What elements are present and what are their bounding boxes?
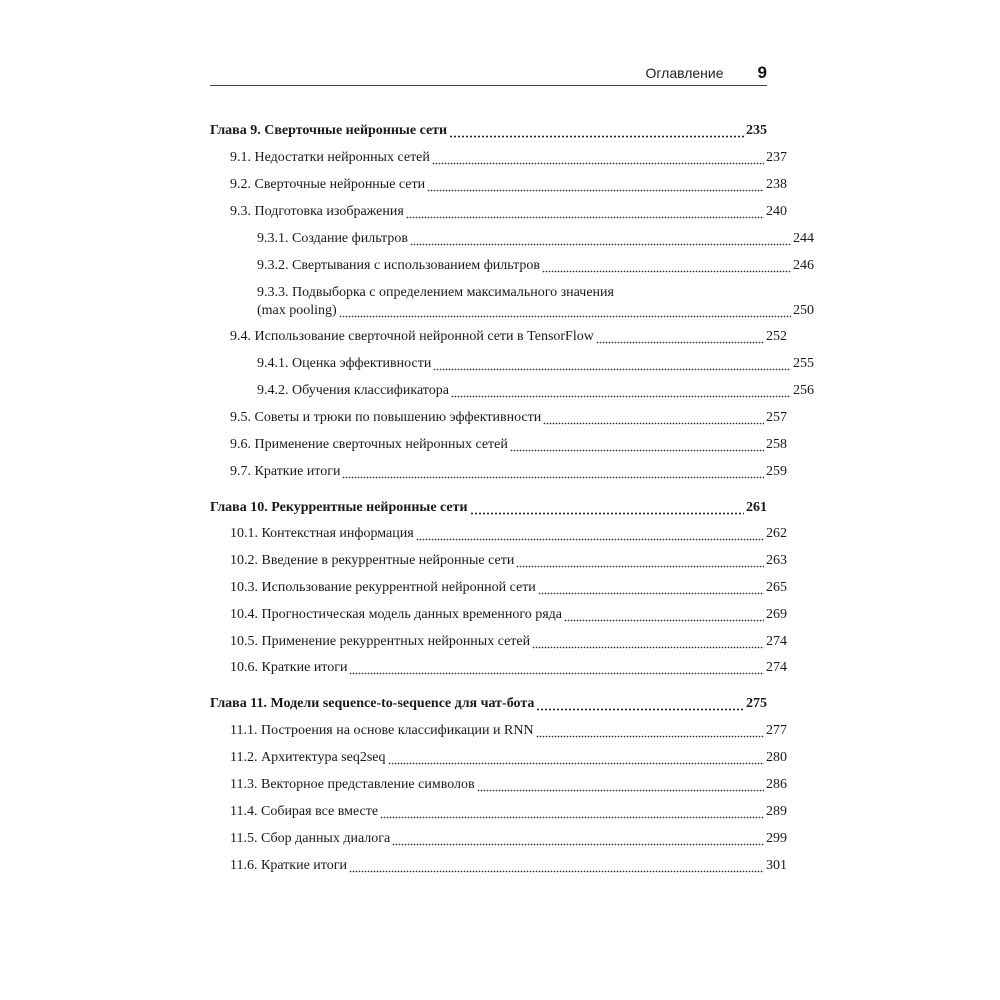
toc-entry-title: 10.3. Использование рекуррентной нейронной сети <box>230 580 536 595</box>
dot-leader <box>392 829 764 849</box>
toc-entry-title: 9.6. Применение сверточных нейронных сетей <box>230 437 508 452</box>
toc-entry-title: 9.3. Подготовка изображения <box>230 204 404 219</box>
dot-leader <box>538 578 764 598</box>
dot-leader <box>510 435 764 455</box>
toc-entry-page: 274 <box>766 634 787 649</box>
toc-entry-title: 10.2. Введение в рекуррентные нейронные сети <box>230 553 515 568</box>
toc-entry-9-6[interactable] <box>210 435 787 455</box>
toc-entry-9-1[interactable] <box>210 148 787 168</box>
toc-entry-page: 238 <box>766 177 787 192</box>
toc-entry-10-3[interactable] <box>210 578 787 598</box>
toc-entry-title: 9.5. Советы и трюки по повышению эффективности <box>230 410 542 425</box>
toc-entry-title: 11.2. Архитектура seq2seq <box>230 750 386 765</box>
toc-entry-page: 237 <box>766 150 787 165</box>
toc-entry-title: 9.4. Использование сверточной нейронной сети в TensorFlow <box>230 329 594 344</box>
toc-entry-10-4[interactable] <box>210 605 787 625</box>
dot-leader <box>536 694 744 714</box>
toc-entry-9-3-1[interactable] <box>210 229 814 249</box>
toc-entry-page: 259 <box>766 464 787 479</box>
toc-entry-page: 246 <box>793 258 814 273</box>
running-head <box>210 62 767 84</box>
dot-leader <box>532 632 764 652</box>
toc-entry-10-1[interactable] <box>210 524 787 544</box>
toc-entry-10-5[interactable] <box>210 632 787 652</box>
toc-entry-page: 289 <box>766 804 787 819</box>
toc-entry-page: 257 <box>766 410 787 425</box>
toc-entry-title: 11.3. Векторное представление символов <box>230 777 475 792</box>
toc-entry-9-4-1[interactable] <box>210 354 814 374</box>
dot-leader <box>564 605 764 625</box>
toc-entry-title: 9.7. Краткие итоги <box>230 464 341 479</box>
dot-leader <box>416 524 764 544</box>
toc-entry-9-4[interactable] <box>210 327 787 347</box>
dot-leader <box>410 229 791 249</box>
toc-entry-title: 9.4.1. Оценка эффективности <box>257 356 432 371</box>
dot-leader <box>470 498 744 518</box>
dot-leader <box>380 802 764 822</box>
toc-entry-page: 275 <box>746 696 767 711</box>
toc-entry-page: 244 <box>793 231 814 246</box>
toc-entry-title: 10.6. Краткие итоги <box>230 660 348 675</box>
toc-entry-9-3-3[interactable] <box>210 301 814 321</box>
dot-leader <box>536 721 764 741</box>
toc-chapter-11[interactable] <box>210 694 767 714</box>
toc-entry-11-3[interactable] <box>210 775 787 795</box>
toc-entry-page: 265 <box>766 580 787 595</box>
toc-entry-10-2[interactable] <box>210 551 787 571</box>
toc-entry-title: 10.5. Применение рекуррентных нейронных сетей <box>230 634 531 649</box>
toc-entry-title: 11.5. Сбор данных диалога <box>230 831 391 846</box>
toc-entry-10-6[interactable] <box>210 658 787 678</box>
toc-entry-page: 301 <box>766 858 787 873</box>
dot-leader <box>451 381 791 401</box>
dot-leader <box>432 148 764 168</box>
toc-entry-title: 10.1. Контекстная информация <box>230 526 414 541</box>
dot-leader <box>388 748 764 768</box>
toc-entry-9-3-3-line1[interactable]: 9.3.3. Подвыборка с определением максимального значения <box>257 285 614 300</box>
toc-entry-title: 11.6. Краткие итоги <box>230 858 347 873</box>
toc-entry-page: 252 <box>766 329 787 344</box>
toc-entry-11-2[interactable] <box>210 748 787 768</box>
dot-leader <box>477 775 764 795</box>
dot-leader <box>596 327 764 347</box>
toc-entry-title: Глава 11. Модели sequence-to-sequence для чат-бота <box>210 696 535 711</box>
dot-leader <box>349 856 764 876</box>
toc-chapter-10[interactable] <box>210 498 767 518</box>
toc-entry-9-5[interactable] <box>210 408 787 428</box>
toc-entry-title: 10.4. Прогностическая модель данных временного ряда <box>230 607 563 622</box>
toc-entry-9-2[interactable] <box>210 175 787 195</box>
toc-entry-page: 280 <box>766 750 787 765</box>
toc-entry-9-3-2[interactable] <box>210 256 814 276</box>
dot-leader <box>542 256 791 276</box>
toc-entry-title: 9.1. Недостатки нейронных сетей <box>230 150 430 165</box>
toc-entry-title: Глава 9. Сверточные нейронные сети <box>210 123 448 138</box>
toc-entry-title: 9.2. Сверточные нейронные сети <box>230 177 426 192</box>
page-number: 9 <box>757 63 767 82</box>
toc-entry-page: 286 <box>766 777 787 792</box>
toc-entry-11-1[interactable] <box>210 721 787 741</box>
dot-leader <box>349 658 764 678</box>
toc-entry-title: 9.3.1. Создание фильтров <box>257 231 408 246</box>
toc-chapter-9[interactable] <box>210 121 767 141</box>
toc-entry-page: 235 <box>746 123 767 138</box>
toc-entry-title: 11.1. Построения на основе классификации и RNN <box>230 723 534 738</box>
running-head-title: Оглавление <box>645 65 724 81</box>
dot-leader <box>406 202 764 222</box>
toc-entry-title: Глава 10. Рекуррентные нейронные сети <box>210 500 468 515</box>
toc-entry-page: 250 <box>793 303 814 318</box>
toc-entry-page: 240 <box>766 204 787 219</box>
toc-entry-page: 255 <box>793 356 814 371</box>
toc-entry-11-4[interactable] <box>210 802 787 822</box>
toc-entry-11-6[interactable] <box>210 856 787 876</box>
header-rule <box>210 85 767 86</box>
dot-leader <box>339 301 791 321</box>
toc-entry-title: 9.3.2. Свертывания с использованием фильтров <box>257 258 541 273</box>
toc-entry-page: 261 <box>746 500 767 515</box>
dot-leader <box>433 354 791 374</box>
dot-leader <box>516 551 764 571</box>
toc-entry-11-5[interactable] <box>210 829 787 849</box>
toc-entry-title: 11.4. Собирая все вместе <box>230 804 379 819</box>
toc-entry-page: 299 <box>766 831 787 846</box>
toc-entry-9-4-2[interactable] <box>210 381 814 401</box>
dot-leader <box>449 121 744 141</box>
dot-leader <box>427 175 764 195</box>
toc-entry-page: 256 <box>793 383 814 398</box>
toc-entry-page: 269 <box>766 607 787 622</box>
toc-entry-title: 9.4.2. Обучения классификатора <box>257 383 449 398</box>
dot-leader <box>342 462 764 482</box>
toc-entry-title: (max pooling) <box>257 303 337 318</box>
toc-entry-page: 277 <box>766 723 787 738</box>
toc-entry-9-3[interactable] <box>210 202 787 222</box>
toc-entry-page: 274 <box>766 660 787 675</box>
dot-leader <box>543 408 764 428</box>
toc-entry-9-7[interactable] <box>210 462 787 482</box>
toc-entry-page: 263 <box>766 553 787 568</box>
toc-entry-page: 262 <box>766 526 787 541</box>
toc-entry-page: 258 <box>766 437 787 452</box>
